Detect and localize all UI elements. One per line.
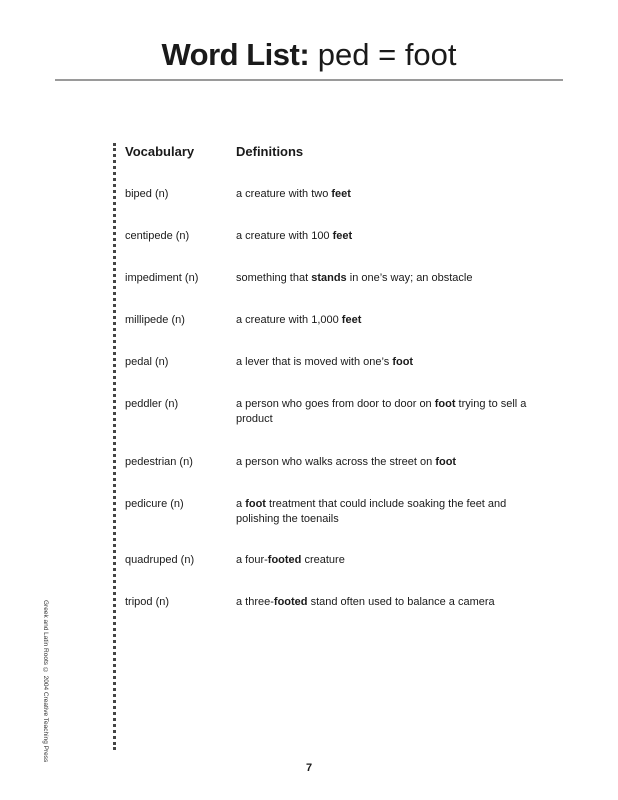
definition-text: in one’s way; an obstacle <box>346 272 473 284</box>
definition <box>236 497 536 527</box>
vocabulary-word: centipede (n) <box>125 230 190 242</box>
title-rest: ped = foot <box>317 37 457 72</box>
root-keyword: feet <box>341 314 362 326</box>
definition <box>236 313 536 328</box>
definition-text: stand often used to balance a camera <box>307 596 495 608</box>
definition-text: treatment that could include soaking the feet and polishing the toenails <box>236 498 507 525</box>
definition-text: a <box>236 498 246 510</box>
definition <box>236 553 536 568</box>
definition-text: creature <box>301 554 345 566</box>
definition <box>236 271 536 286</box>
definition-text: a person who walks across the street on <box>236 456 436 468</box>
definition-text: trying to sell a product <box>236 398 527 425</box>
root-keyword: foot <box>435 456 457 468</box>
vocabulary-word: pedal (n) <box>125 356 169 368</box>
root-keyword: foot <box>245 498 266 510</box>
page-title <box>0 36 618 74</box>
dotted-margin-line <box>113 143 116 750</box>
page-number: 7 <box>305 762 313 774</box>
definition-text: a four- <box>236 554 268 566</box>
root-keyword: stands <box>311 272 347 284</box>
root-keyword: foot <box>434 398 456 410</box>
vocabulary-word: millipede (n) <box>125 314 185 326</box>
definition-text: something that <box>236 272 312 284</box>
definition <box>236 455 536 470</box>
definitions-header: Definitions <box>236 144 304 159</box>
definition-text: a creature with 1,000 <box>236 314 342 326</box>
title-bold: Word List: <box>161 37 310 72</box>
vocabulary-word: peddler (n) <box>125 398 179 410</box>
vocabulary-word: tripod (n) <box>125 596 170 608</box>
definition-text: a creature with two <box>236 188 332 200</box>
side-credit: Greek and Latin Roots © 2004 Creative Teaching Press <box>42 600 49 763</box>
root-keyword: feet <box>331 188 351 200</box>
root-keyword: foot <box>392 356 414 368</box>
definition <box>236 229 536 244</box>
definition-text: a three- <box>236 596 274 608</box>
root-keyword: footed <box>273 596 308 608</box>
definition-text: a person who goes from door to door on <box>236 398 435 410</box>
definition <box>236 397 536 427</box>
root-keyword: footed <box>267 554 302 566</box>
definition <box>236 355 536 370</box>
title-rule <box>55 79 563 81</box>
definition-text: a lever that is moved with one’s <box>236 356 393 368</box>
vocabulary-word: biped (n) <box>125 188 169 200</box>
vocabulary-word: pedestrian (n) <box>125 456 193 468</box>
vocabulary-word: pedicure (n) <box>125 498 184 510</box>
definition <box>236 187 536 202</box>
vocabulary-header: Vocabulary <box>125 144 195 159</box>
definition-text: a creature with 100 <box>236 230 333 242</box>
definition <box>236 595 536 610</box>
vocabulary-word: impediment (n) <box>125 272 199 284</box>
root-keyword: feet <box>332 230 353 242</box>
vocabulary-word: quadruped (n) <box>125 554 195 566</box>
